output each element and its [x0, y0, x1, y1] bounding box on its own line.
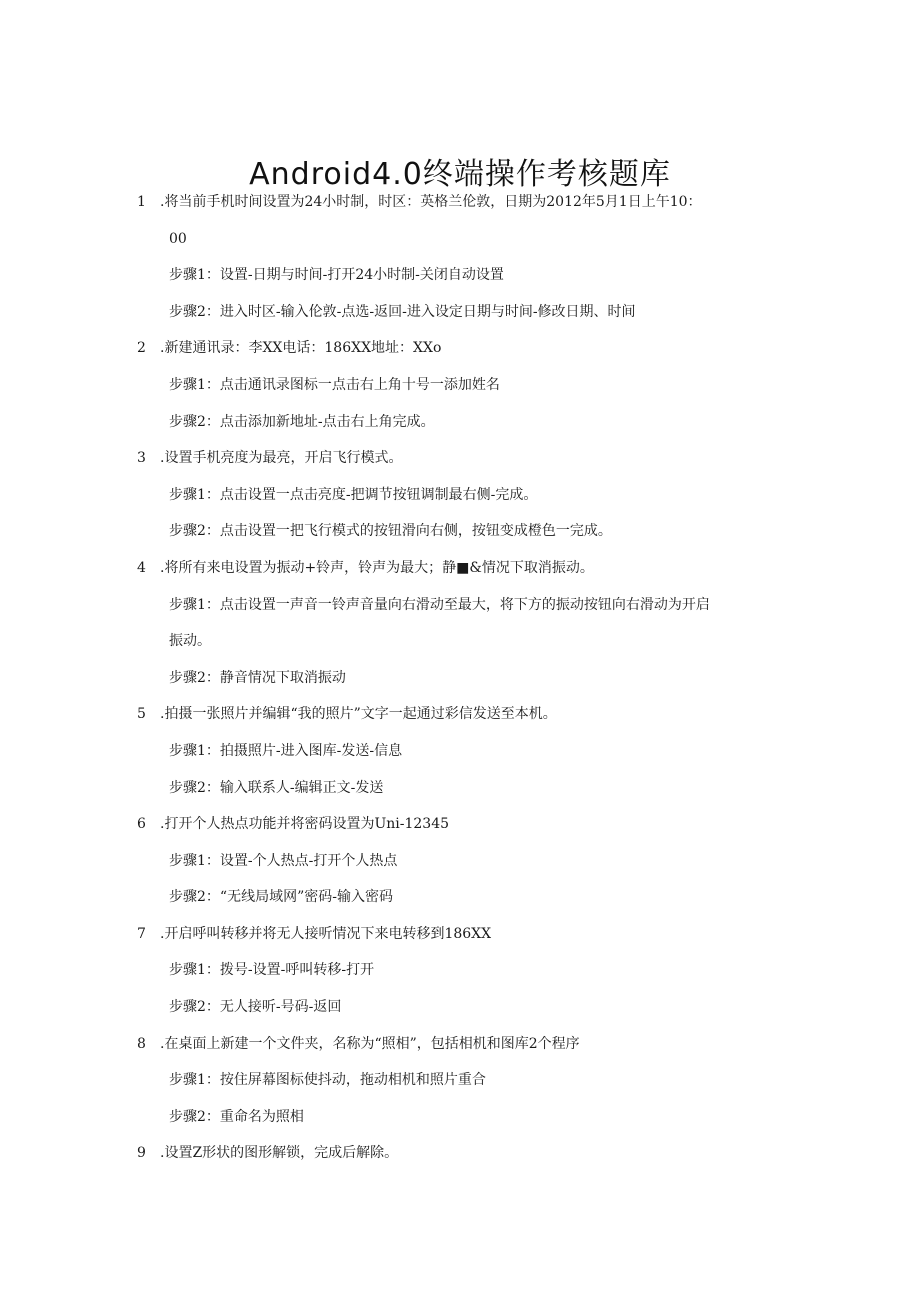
question-text: .设置手机亮度为最亮，开启飞行模式。: [160, 450, 403, 467]
question-text: .开启呼叫转移并将无人接听情况下来电转移到186XX: [160, 925, 492, 942]
step-text: 步骤2：进入时区-输入伦敦-点选-返回-进入设定日期与时间-修改日期、时间: [169, 303, 636, 320]
step-line: [0, 660, 920, 697]
step-text: 步骤2：点击设置一把飞行模式的按钮滑向右侧，按钮变成橙色一完成。: [169, 523, 612, 540]
question-3: [0, 440, 920, 477]
step-text: 步骤2：输入联系人-编辑正文-发送: [169, 779, 384, 796]
step-text: 步骤1：设置-日期与时间-打开24小时制-关闭自动设置: [169, 267, 504, 284]
question-9: [0, 1135, 920, 1172]
step-text: 步骤1：点击设置一声音一铃声音量向右滑动至最大，将下方的振动按钮向右滑动为开启: [169, 596, 710, 613]
step-line: [0, 843, 920, 880]
step-text: 步骤2：无人接听-号码-返回: [169, 999, 342, 1016]
step-text: 步骤2：静音情况下取消振动: [169, 669, 346, 686]
question-number: 8: [137, 1035, 146, 1052]
question-number: 7: [137, 925, 146, 942]
step-line: [0, 294, 920, 331]
question-number: 5: [137, 706, 146, 723]
step-text-continuation: 振动。: [169, 633, 211, 650]
question-number: 6: [137, 816, 146, 833]
question-8: [0, 1026, 920, 1063]
question-text: .打开个人热点功能并将密码设置为Uni-12345: [160, 816, 450, 833]
question-7: [0, 916, 920, 953]
step-line: [0, 1062, 920, 1099]
question-4: [0, 550, 920, 587]
step-line: [0, 513, 920, 550]
step-text: 步骤1：设置-个人热点-打开个人热点: [169, 852, 398, 869]
step-text: 步骤1：点击通讯录图标一点击右上角十号一添加姓名: [169, 376, 500, 393]
question-text-continuation: 00: [169, 230, 187, 247]
step-line: [0, 404, 920, 441]
question-text: .将当前手机时间设置为24小时制，时区：英格兰伦敦，日期为2012年5月1日上午10：: [160, 194, 702, 210]
question-1: [0, 184, 920, 221]
step-line: [0, 879, 920, 916]
step-line: [0, 733, 920, 770]
question-text: .在桌面上新建一个文件夹，名称为“照相”，包括相机和图库2个程序: [160, 1035, 580, 1052]
step-text: 步骤1：拍摄照片-进入图库-发送-信息: [169, 742, 403, 759]
page-title: Android4.0终端操作考核题库: [249, 157, 671, 193]
question-number: 4: [137, 559, 146, 576]
question-text: .将所有来电设置为振动+铃声，铃声为最大；静■&情况下取消振动。: [160, 559, 594, 576]
step-line: [0, 989, 920, 1026]
step-line: [0, 1099, 920, 1136]
question-list: [0, 184, 920, 1172]
question-number: 9: [137, 1145, 146, 1162]
question-number: 1: [137, 194, 146, 210]
question-number: 3: [137, 450, 146, 467]
step-text: 步骤1：按住屏幕图标使抖动，拖动相机和照片重合: [169, 1072, 486, 1089]
question-text: .设置Z形状的图形解锁，完成后解除。: [160, 1145, 399, 1162]
step-line: [0, 770, 920, 807]
step-line: [0, 367, 920, 404]
question-5: [0, 696, 920, 733]
step-text: 步骤1：点击设置一点击亮度-把调节按钮调制最右侧-完成。: [169, 486, 538, 503]
question-2: [0, 330, 920, 367]
step-text: 步骤1：拨号-设置-呼叫转移-打开: [169, 962, 375, 979]
step-text: 步骤2：点击添加新地址-点击右上角完成。: [169, 413, 435, 430]
question-number: 2: [137, 340, 146, 357]
step-line: [0, 257, 920, 294]
question-6: [0, 806, 920, 843]
step-line: [0, 477, 920, 514]
step-line: [0, 587, 920, 624]
step-text: 步骤2：“无线局域网”密码-输入密码: [169, 889, 393, 906]
step-text: 步骤2：重命名为照相: [169, 1108, 304, 1125]
step-line: [0, 952, 920, 989]
question-1-continuation: [0, 221, 920, 258]
step-line-continuation: [0, 623, 920, 660]
question-text: .拍摄一张照片并编辑“我的照片”文字一起通过彩信发送至本机。: [160, 706, 557, 723]
question-text: .新建通讯录：李XX电话：186XX地址：XXo: [160, 340, 442, 357]
